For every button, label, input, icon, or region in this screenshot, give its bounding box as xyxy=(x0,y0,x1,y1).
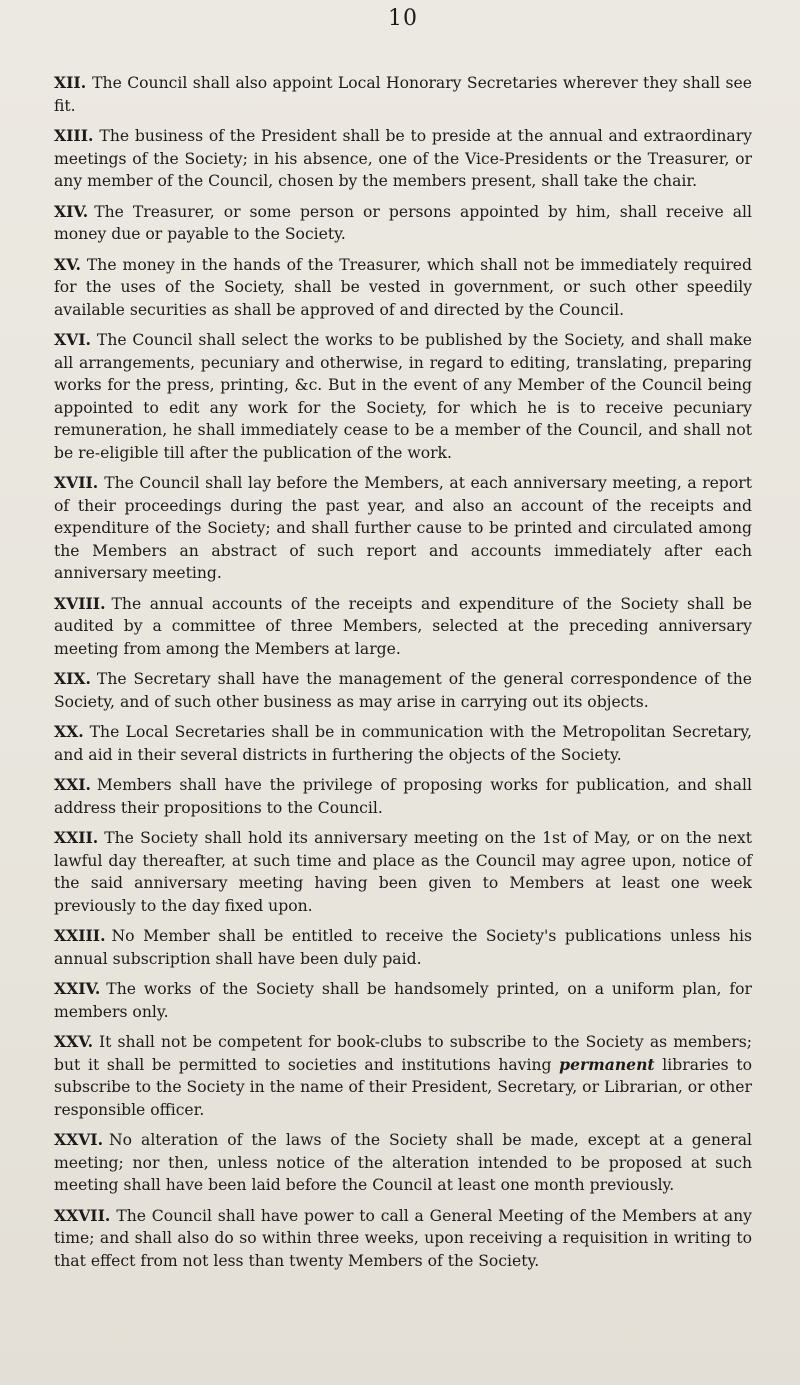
page-number: 10 xyxy=(388,6,418,31)
rule-text: The works of the Society shall be handsomely printed, on a uniform plan, for members only. xyxy=(54,980,752,1021)
rule-text: The annual accounts of the receipts and expenditure of the Society shall be audited by a committee of three Members, selected at the preceding anniversary meeting from among the Members at large. xyxy=(54,594,752,658)
rule-number: XX. xyxy=(54,722,84,741)
rule-xxi xyxy=(54,774,752,819)
rule-xiii xyxy=(54,125,752,193)
rule-text: The Council shall select the works to be published by the Society, and shall make all arrangements, pecuniary and otherwise, in regard to editing, translating, preparing works for the press, printing, &c. But in the event of any Member of the Council being appointed to edit any work for the Society, for which he is to receive pecuniary remuneration, he shall immediately cease to be a member of the Council, and shall not be re-eligible till after the publication of the work. xyxy=(54,331,752,462)
rule-number: XVIII. xyxy=(54,593,106,613)
rule-number: XXIII. xyxy=(54,926,106,945)
rule-xviii xyxy=(54,593,752,661)
rule-text: The Council shall lay before the Members, at each anniversary meeting, a report of their proceedings during the past year, and also an account of the receipts and expenditure of the Society; and shall further cause to be printed and circulated among the Members an abstract of such report and accounts immediately after each anniversary meeting. xyxy=(54,474,752,582)
rule-number: XXIV. xyxy=(54,979,101,998)
rule-number: XXV. xyxy=(54,1032,93,1051)
rule-number: XXVI. xyxy=(54,1130,104,1149)
rule-xxii xyxy=(54,827,752,917)
rule-number: XVI. xyxy=(54,330,91,349)
rule-xv xyxy=(54,254,752,322)
rule-text-after: libraries to subscribe to the Society in the name of their President, Secretary, or Librarian, or other responsible officer. xyxy=(54,1055,752,1119)
rule-text: No Member shall be entitled to receive the Society's publications unless his annual subscription shall have been duly paid. xyxy=(54,927,752,968)
rule-number: XIV. xyxy=(54,201,89,221)
rule-number: XXI. xyxy=(54,775,91,794)
rule-text: The money in the hands of the Treasurer, which shall not be immediately required for the uses of the Society, shall be vested in government, or such other speedily available securities as shall be approved of and directed by the Council. xyxy=(54,255,752,319)
rule-xx xyxy=(54,721,752,766)
rule-number: XXII. xyxy=(54,828,99,847)
rule-number: XXVII. xyxy=(54,1205,111,1225)
rule-text: The Secretary shall have the management of the general correspondence of the Society, and of such other business as may arise in carrying out its objects. xyxy=(54,670,752,711)
rule-text: The Local Secretaries shall be in communication with the Metropolitan Secretary, and aid in their several districts in furthering the objects of the Society. xyxy=(54,723,752,764)
rule-number: XV. xyxy=(54,254,81,274)
rule-xxvii xyxy=(54,1205,752,1273)
rule-text: The Society shall hold its anniversary meeting on the 1st of May, or on the next lawful day thereafter, at such time and place as the Council may agree upon, notice of the said anniversary meeting having been given to Members at least one week previously to the day fixed upon. xyxy=(54,829,752,915)
rule-text: The business of the President shall be to preside at the annual and extraordinary meetings of the Society; in his absence, one of the Vice-Presidents or the Treasurer, or any member of the Council, chosen by the members present, shall take the chair. xyxy=(54,127,752,190)
rule-text: The Council shall have power to call a General Meeting of the Members at any time; and shall also do so within three weeks, upon receiving a requisition in writing to that effect from not less than twenty Members of the Society. xyxy=(54,1206,752,1270)
rule-xxiv xyxy=(54,978,752,1023)
rule-xiv xyxy=(54,201,752,246)
rule-xxiii xyxy=(54,925,752,970)
rule-xxv xyxy=(54,1031,752,1121)
rule-xvii xyxy=(54,472,752,585)
rule-text-before: It shall not be competent for book-clubs to subscribe to the Society as members; but it shall be permitted to societies and institutions having xyxy=(54,1033,752,1074)
rule-text: The Council shall also appoint Local Honorary Secretaries wherever they shall see fit. xyxy=(54,74,752,115)
rule-xxvi xyxy=(54,1129,752,1197)
rule-number: XIII. xyxy=(54,126,94,145)
rule-emphasis: permanent xyxy=(559,1054,655,1074)
rule-text: Members shall have the privilege of proposing works for publication, and shall address their propositions to the Council. xyxy=(54,776,752,817)
rule-number: XIX. xyxy=(54,669,91,688)
rule-number: XVII. xyxy=(54,473,99,492)
rules-list xyxy=(54,72,752,1272)
rule-text: The Treasurer, or some person or persons appointed by him, shall receive all money due or payable to the Society. xyxy=(54,202,752,243)
rule-xvi xyxy=(54,329,752,464)
rule-xix xyxy=(54,668,752,713)
rule-xii xyxy=(54,72,752,117)
rule-text: No alteration of the laws of the Society shall be made, except at a general meeting; nor then, unless notice of the alteration intended to be proposed at such meeting shall have been laid before the Council at least one month previously. xyxy=(54,1131,752,1194)
rule-number: XII. xyxy=(54,73,87,92)
